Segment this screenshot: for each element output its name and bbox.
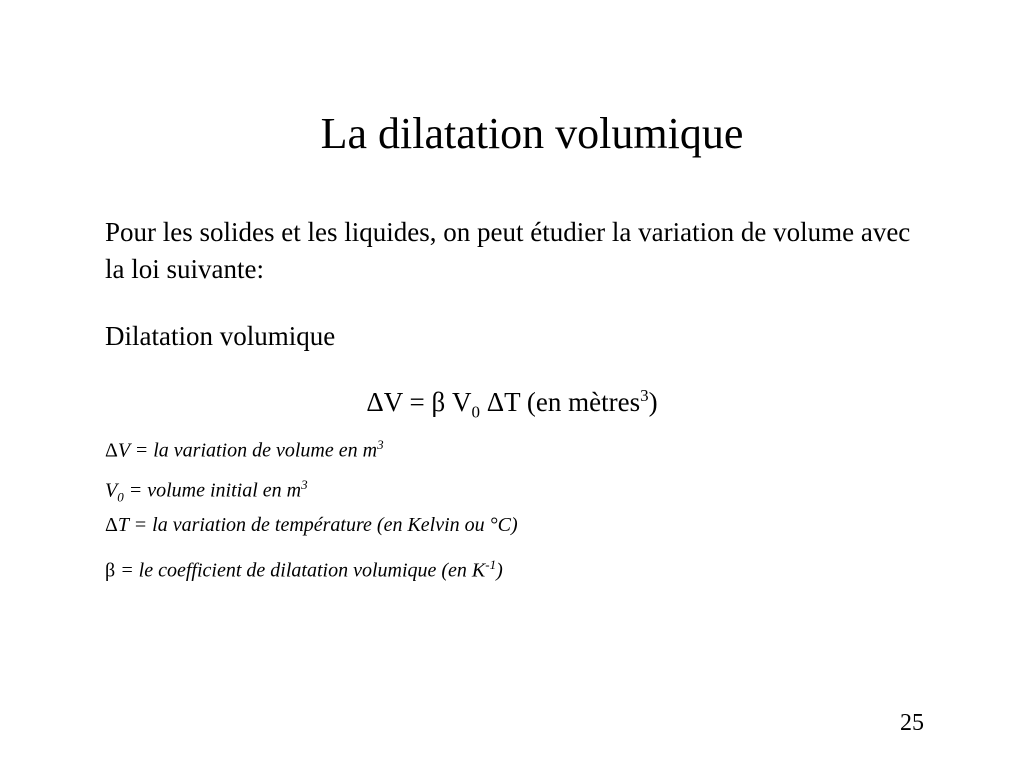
formula-v-subscript: 0 (471, 402, 481, 422)
delta-symbol: Δ (105, 514, 118, 536)
intro-paragraph: Pour les solides et les liquides, on peut étudier la variation de volume avec la loi suivante: (105, 217, 911, 284)
beta-symbol: β (431, 387, 446, 417)
definition-text: T = la variation de température (en Kelvin ou °C) (117, 514, 518, 536)
formula (0, 378, 1024, 430)
definition-superscript: 3 (377, 437, 384, 452)
formula-exponent: 3 (640, 386, 649, 405)
definition-delta-v (105, 433, 518, 462)
definition-subscript: 0 (117, 489, 124, 505)
definition-superscript: -1 (485, 557, 497, 572)
delta-symbol: Δ (366, 387, 384, 417)
definition-text: = le coefficient de dilatation volumique (en K (115, 559, 486, 582)
page-number: 25 (900, 710, 924, 736)
definition-tail: ) (496, 559, 503, 582)
definition-delta-t (105, 513, 518, 537)
definition-text: V = la variation de volume en m (117, 439, 378, 462)
formula-v: V (445, 387, 472, 417)
definition-text: = volume initial en m (123, 479, 302, 502)
definition-lead: V (105, 479, 118, 502)
slide-title: La dilatation volumique (320, 109, 744, 158)
delta-symbol: Δ (480, 387, 505, 417)
definition-beta (105, 553, 518, 582)
subheading: Dilatation volumique (105, 321, 336, 351)
delta-symbol: Δ (105, 439, 118, 462)
definitions-list (105, 433, 518, 593)
definition-v0 (105, 473, 518, 505)
formula-rhs: T (en mètres (504, 387, 641, 417)
definition-superscript: 3 (301, 477, 308, 492)
beta-symbol: β (105, 559, 116, 582)
formula-close: ) (648, 387, 658, 417)
formula-lhs: V = (383, 387, 432, 417)
